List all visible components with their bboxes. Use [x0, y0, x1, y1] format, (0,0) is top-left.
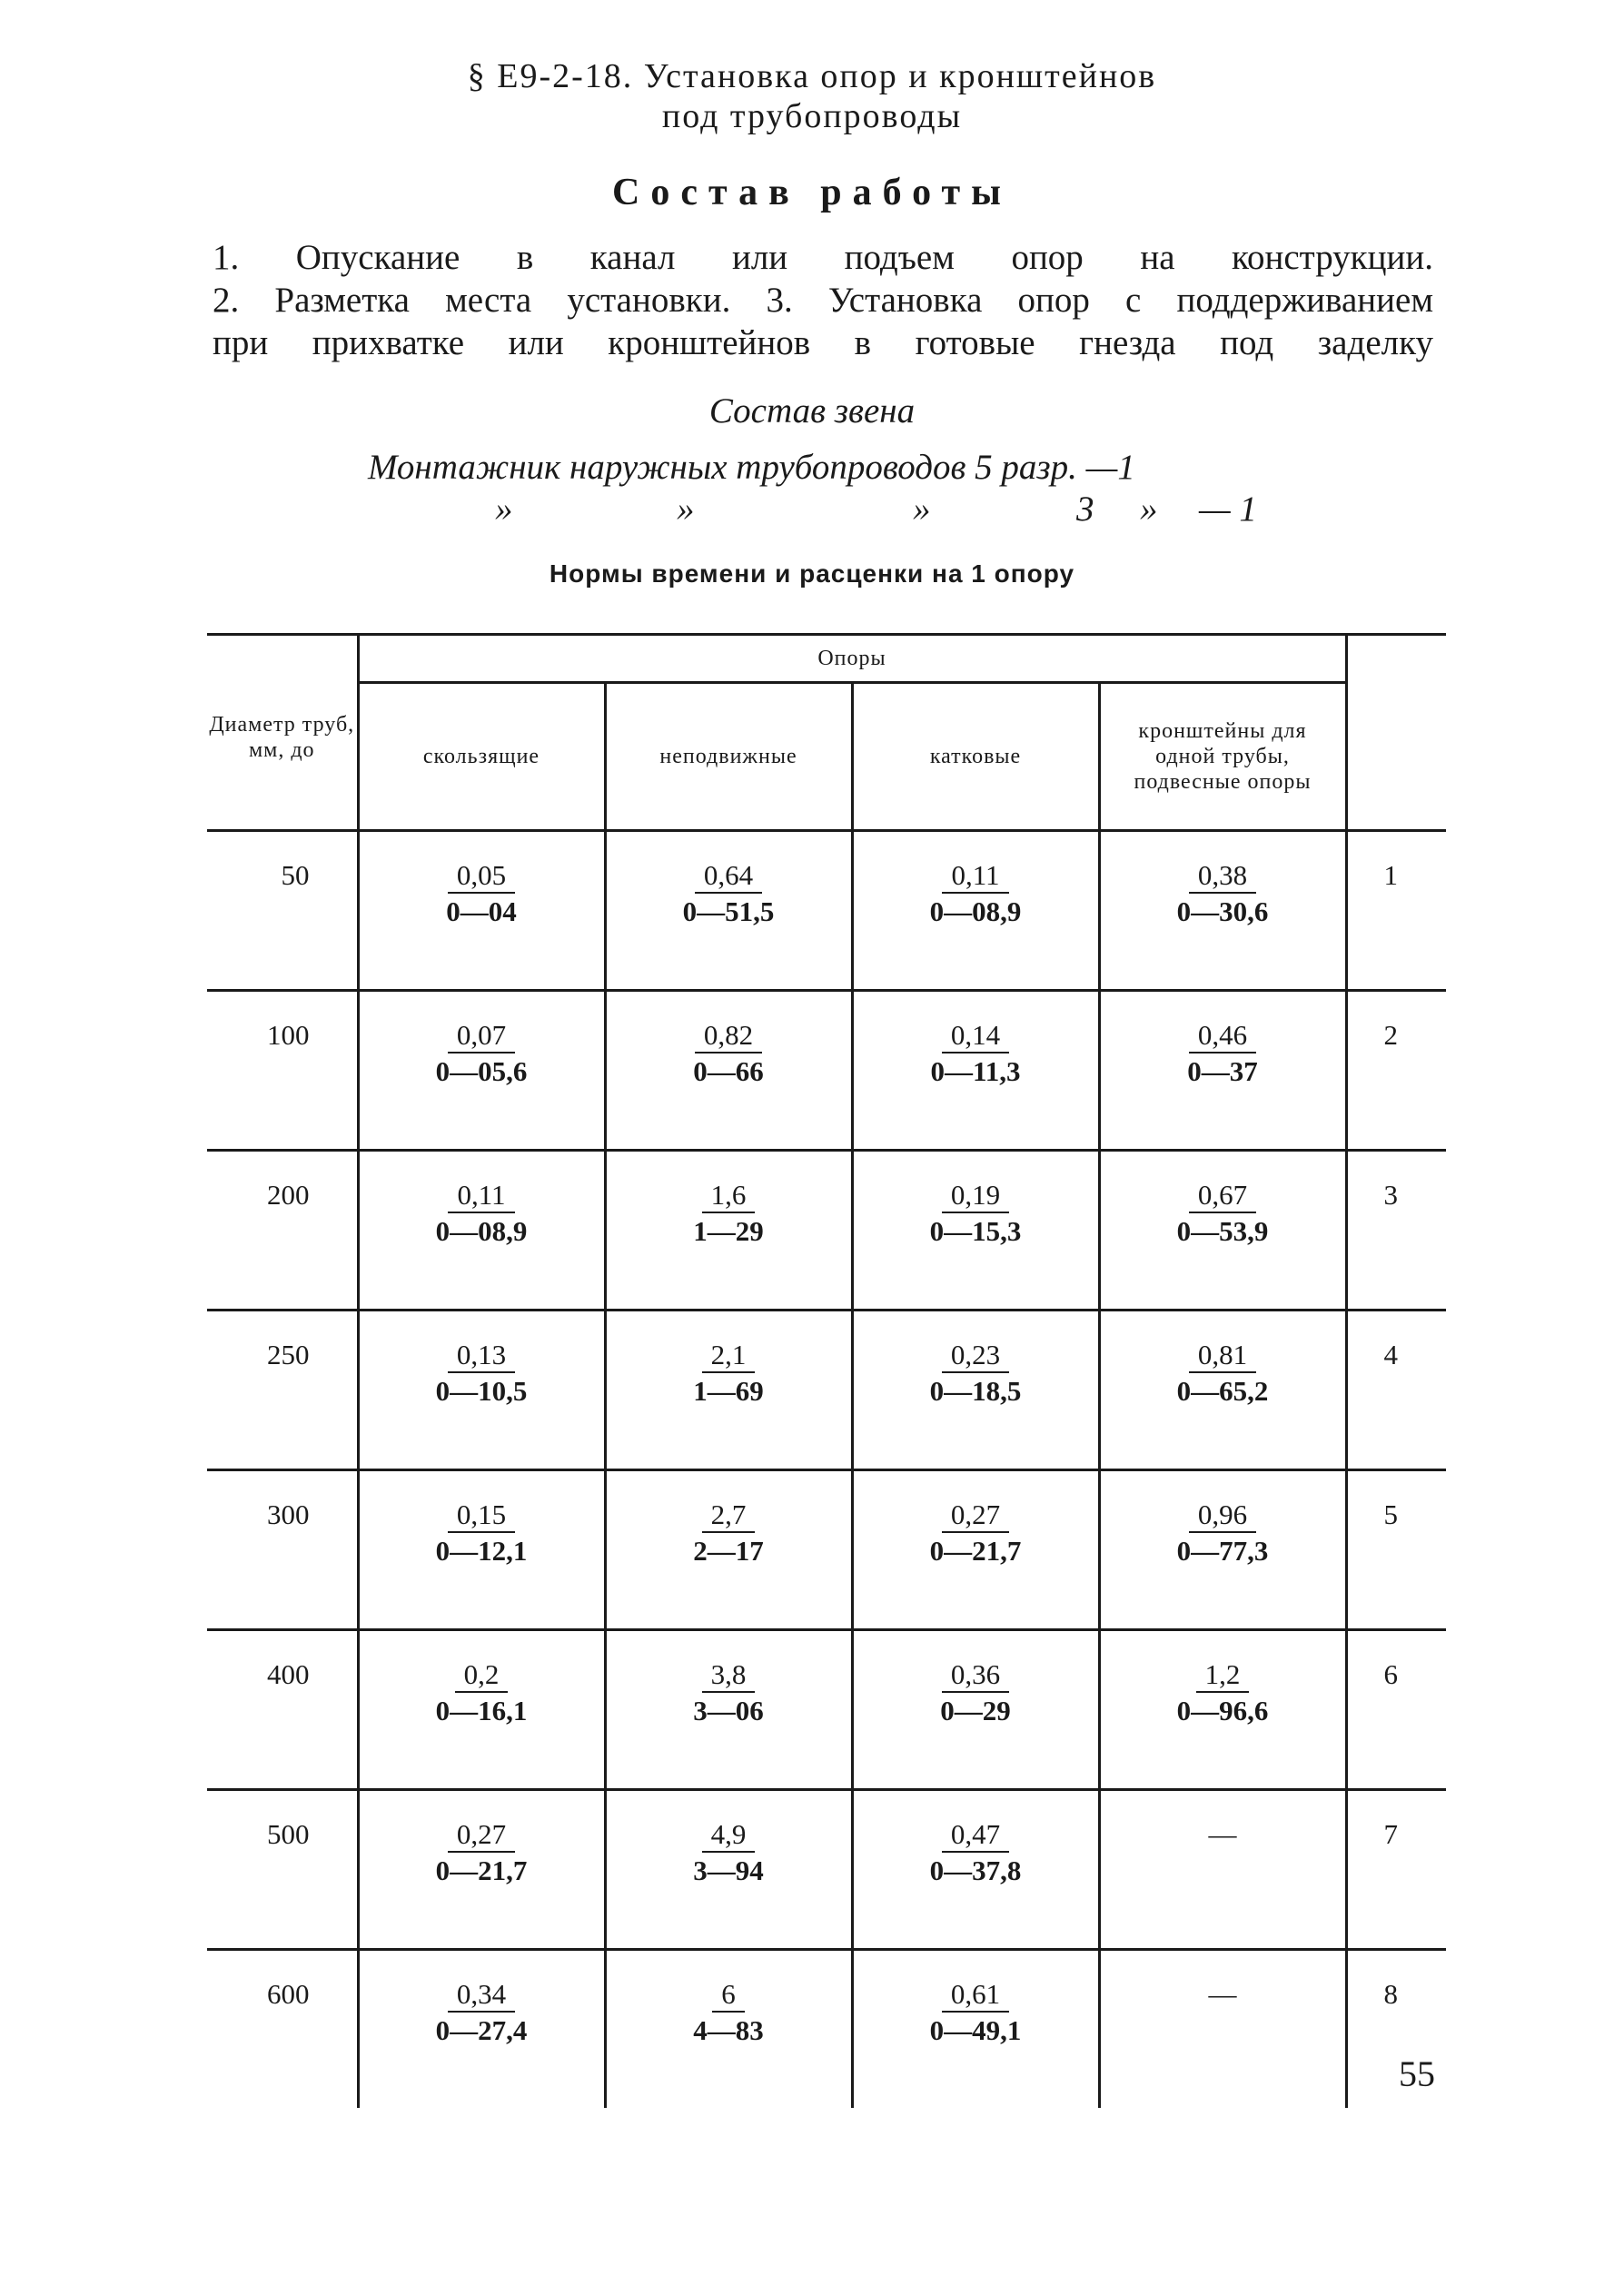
norm-fraction [436, 1499, 528, 1569]
rate-value: 0—29 [940, 1695, 1011, 1726]
norm-fraction [1187, 1019, 1258, 1090]
norms-table [207, 633, 1446, 2108]
norm-fraction [436, 1978, 528, 2049]
norm-cell [1099, 1630, 1346, 1789]
ditto-mark: » [1140, 490, 1158, 529]
norm-cell [852, 1950, 1099, 2109]
norm-cell [605, 991, 852, 1150]
time-norm: 0,27 [942, 1499, 1009, 1533]
page-number: 55 [1399, 2053, 1435, 2094]
column-header-fixed: неподвижные [605, 683, 852, 831]
norm-fraction [436, 1658, 528, 1729]
norm-cell [852, 831, 1099, 990]
time-norm: 0,67 [1189, 1179, 1256, 1213]
work-line: 2. Разметка места установки. 3. Установка опор с поддерживанием [213, 281, 1433, 320]
time-norm: 0,38 [1189, 859, 1256, 894]
time-norm: 0,11 [448, 1179, 514, 1213]
rate-value: 0—04 [446, 895, 517, 927]
norm-cell [358, 991, 605, 1150]
ditto-mark: » [677, 490, 695, 529]
norm-fraction [693, 1499, 764, 1569]
norm-cell [605, 1790, 852, 1949]
row-number: 3 [1383, 1179, 1398, 1211]
norm-fraction [693, 1658, 764, 1729]
supports-group-header: Опоры [358, 635, 1346, 683]
rate-value: 2—17 [693, 1535, 764, 1567]
work-composition-text [213, 236, 1433, 364]
diameter-cell: 100 [267, 1019, 310, 1051]
time-norm: 6 [712, 1978, 745, 2013]
table-row [207, 1311, 1446, 1469]
time-norm: 0,36 [942, 1658, 1009, 1693]
ditto-mark: » [913, 490, 931, 529]
norm-fraction [446, 859, 517, 930]
norm-cell [1099, 1950, 1346, 2109]
rate-value: 0—05,6 [435, 1055, 528, 1087]
table-row [207, 1630, 1446, 1789]
norm-fraction [436, 1818, 528, 1889]
rate-value: 0—27,4 [435, 2014, 528, 2046]
rate-value: 0—10,5 [435, 1375, 528, 1407]
row-number: 8 [1383, 1978, 1398, 2010]
time-norm: 0,15 [448, 1499, 515, 1533]
column-header-sliding: скользящие [358, 683, 605, 831]
diameter-cell: 250 [267, 1339, 310, 1370]
rate-value: 0—15,3 [929, 1215, 1022, 1247]
rate-value: 4—83 [693, 2014, 764, 2046]
row-number: 6 [1383, 1658, 1398, 1690]
time-norm: 0,23 [942, 1339, 1009, 1373]
time-norm: 0,13 [448, 1339, 515, 1373]
time-norm: 1,6 [702, 1179, 756, 1213]
diameter-cell: 200 [267, 1179, 310, 1211]
norm-fraction [1177, 1179, 1269, 1250]
rate-value: 0—37 [1187, 1055, 1258, 1087]
time-norm: 0,46 [1189, 1019, 1256, 1053]
norm-cell [1099, 1790, 1346, 1949]
time-norm: 0,34 [448, 1978, 515, 2013]
norm-cell [358, 1470, 605, 1629]
rate-value: 1—29 [693, 1215, 764, 1247]
norm-fraction [683, 859, 775, 930]
norm-fraction [930, 1339, 1022, 1410]
norm-cell [358, 831, 605, 990]
norm-cell [852, 1470, 1099, 1629]
norm-cell [1099, 1151, 1346, 1310]
norm-fraction [1177, 1339, 1269, 1410]
rate-value: 0—51,5 [682, 895, 775, 927]
norm-cell [605, 1311, 852, 1469]
norm-fraction [930, 1978, 1022, 2049]
norm-fraction [693, 1179, 764, 1250]
time-norm: 3,8 [702, 1658, 756, 1693]
time-norm: 0,47 [942, 1818, 1009, 1853]
time-norm: 4,9 [702, 1818, 756, 1853]
diameter-cell: 50 [281, 859, 310, 891]
time-norm: 0,2 [455, 1658, 509, 1693]
work-line: 1. Опускание в канал или подъем опор на конструкции. [213, 238, 1433, 277]
norm-cell [358, 1311, 605, 1469]
table-row [207, 831, 1446, 990]
not-applicable-dash: — [1208, 1978, 1237, 2010]
time-norm: 0,27 [448, 1818, 515, 1853]
rate-value: 0—16,1 [435, 1695, 528, 1726]
time-norm: 2,1 [702, 1339, 756, 1373]
time-norm: 0,14 [942, 1019, 1009, 1053]
rate-value: 0—49,1 [929, 2014, 1022, 2046]
norm-cell [852, 1790, 1099, 1949]
crew-line-2 [368, 489, 1276, 534]
rate-value: 0—12,1 [435, 1535, 528, 1567]
table-row [207, 1790, 1446, 1949]
norm-fraction [930, 1499, 1022, 1569]
column-header-brackets: кронштейны для одной трубы, подвесные опоры [1099, 683, 1346, 831]
norm-cell [1099, 991, 1346, 1150]
rate-value: 0—65,2 [1176, 1375, 1269, 1407]
norm-cell [358, 1950, 605, 2109]
rate-value: 3—94 [693, 1855, 764, 1886]
rate-value: 0—08,9 [929, 895, 1022, 927]
norm-fraction [930, 1179, 1022, 1250]
rate-value: 0—37,8 [929, 1855, 1022, 1886]
row-number-header [1346, 635, 1446, 831]
norm-fraction [1177, 1499, 1269, 1569]
section-title-line1: § Е9-2-18. Установка опор и кронштейнов [467, 57, 1157, 95]
work-line: при прихватке или кронштейнов в готовые гнезда под заделку [213, 323, 1433, 362]
diameter-header: Диаметр труб, мм, до [207, 635, 358, 831]
norm-fraction [930, 859, 1022, 930]
rate-value: 0—96,6 [1176, 1695, 1269, 1726]
column-header-roller: катковые [852, 683, 1099, 831]
row-number: 7 [1383, 1818, 1398, 1850]
norm-cell [852, 1311, 1099, 1469]
crew-line-1: Монтажник наружных трубопроводов 5 разр. —1 [368, 448, 1135, 487]
crew-heading: Состав звена [708, 391, 916, 430]
row-number: 1 [1383, 859, 1398, 891]
rate-value: 0—66 [693, 1055, 764, 1087]
time-norm: 0,81 [1189, 1339, 1256, 1373]
time-norm: 0,11 [942, 859, 1008, 894]
time-norm: 0,19 [942, 1179, 1009, 1213]
rate-value: 0—08,9 [435, 1215, 528, 1247]
norm-cell [605, 831, 852, 990]
norm-fraction [436, 1339, 528, 1410]
rate-value: 0—53,9 [1176, 1215, 1269, 1247]
norm-cell [852, 1151, 1099, 1310]
norm-cell [605, 1470, 852, 1629]
diameter-cell: 400 [267, 1658, 310, 1690]
norm-cell [358, 1630, 605, 1789]
norm-fraction [1177, 1658, 1269, 1729]
norm-cell [605, 1151, 852, 1310]
time-norm: 0,07 [448, 1019, 515, 1053]
time-norm: 1,2 [1196, 1658, 1250, 1693]
norm-fraction [693, 1818, 764, 1889]
diameter-cell: 600 [267, 1978, 310, 2010]
time-norm: 0,82 [695, 1019, 762, 1053]
norm-fraction [1177, 859, 1269, 930]
norm-fraction [693, 1019, 764, 1090]
rate-value: 0—21,7 [435, 1855, 528, 1886]
rate-value: 0—77,3 [1176, 1535, 1269, 1567]
row-number: 2 [1383, 1019, 1398, 1051]
time-norm: 0,61 [942, 1978, 1009, 2013]
table-row [207, 1950, 1446, 2109]
rate-value: 0—30,6 [1176, 895, 1269, 927]
crew-grade: 3 [1076, 490, 1094, 529]
norm-fraction [930, 1818, 1022, 1889]
norm-fraction [436, 1019, 528, 1090]
rate-value: 0—18,5 [929, 1375, 1022, 1407]
rate-value: 0—21,7 [929, 1535, 1022, 1567]
norm-cell [358, 1151, 605, 1310]
norm-fraction [693, 1339, 764, 1410]
norm-cell [605, 1950, 852, 2109]
not-applicable-dash: — [1208, 1818, 1237, 1850]
time-norm: 0,64 [695, 859, 762, 894]
norm-fraction [436, 1179, 528, 1250]
norm-cell [605, 1630, 852, 1789]
table-row [207, 1151, 1446, 1310]
ditto-mark: » [495, 490, 513, 529]
norm-cell [358, 1790, 605, 1949]
norm-fraction [930, 1019, 1020, 1090]
section-title-line2: под трубопроводы [661, 97, 963, 135]
norm-cell [1099, 831, 1346, 990]
norm-fraction [940, 1658, 1011, 1729]
row-number: 5 [1383, 1499, 1398, 1530]
crew-count: — 1 [1199, 490, 1257, 529]
norm-fraction [693, 1978, 764, 2049]
row-number: 4 [1383, 1339, 1398, 1370]
table-row [207, 1470, 1446, 1629]
work-composition-heading: Состав работы [612, 172, 1012, 213]
norm-cell [1099, 1470, 1346, 1629]
norm-cell [852, 1630, 1099, 1789]
norms-table-body [207, 831, 1446, 2109]
diameter-cell: 500 [267, 1818, 310, 1850]
time-norm: 0,05 [448, 859, 515, 894]
rate-value: 0—11,3 [930, 1055, 1021, 1087]
diameter-cell: 300 [267, 1499, 310, 1530]
table-caption: Нормы времени и расценки на 1 опору [549, 559, 1075, 588]
rate-value: 1—69 [693, 1375, 764, 1407]
norm-cell [1099, 1311, 1346, 1469]
norm-cell [852, 991, 1099, 1150]
section-title [0, 56, 1624, 136]
table-row [207, 991, 1446, 1150]
time-norm: 0,96 [1189, 1499, 1256, 1533]
time-norm: 2,7 [702, 1499, 756, 1533]
rate-value: 3—06 [693, 1695, 764, 1726]
